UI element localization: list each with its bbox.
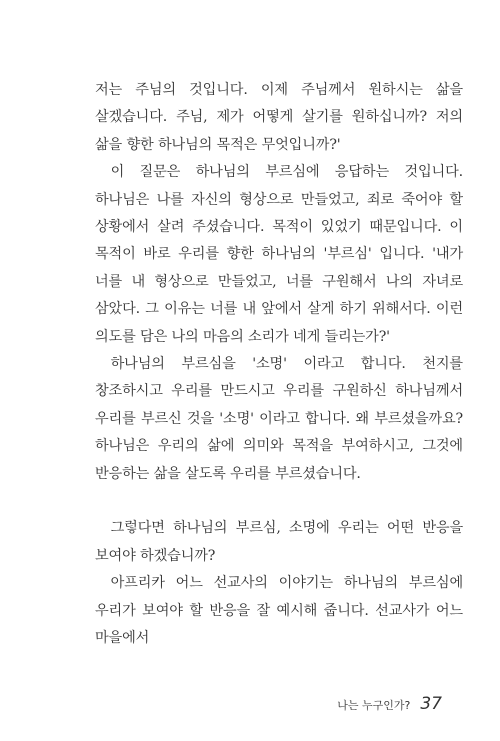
running-title: 나는 누구인가? <box>337 699 411 712</box>
page-footer <box>337 694 442 714</box>
paragraph-gap <box>95 488 463 515</box>
paragraph-vocation: 하나님의 부르심을 '소명' 이라고 합니다. 천지를 창조하시고 우리를 만드시고 우리를 구원하신 하나님께서 우리를 부르신 것을 '소명' 이라고 합니다. 왜 부르셨을까요? 하나님은 우리의 삶에 의미와 목적을 부여하시고, 그것에 반응하는 삶을 살도록 우리를 부르셨습니다. <box>95 356 463 482</box>
paragraph-response-question: 그렇다면 하나님의 부르심, 소명에 우리는 어떤 반응을 보여야 하겠습니까? <box>95 520 463 564</box>
paragraph-missionary-story: 아프리카 어느 선교사의 이야기는 하나님의 부르심에 우리가 보여야 할 반응을 잘 예시해 줍니다. 선교사가 어느 마을에서 <box>95 575 463 647</box>
body-text <box>95 77 463 653</box>
page-number: 37 <box>420 694 442 714</box>
paragraph-continued: 저는 주님의 것입니다. 이제 주님께서 원하시는 삶을 살겠습니다. 주님, 제가 어떻게 살기를 원하십니까? 저의 삶을 향한 하나님의 목적은 무엇입니까?' <box>95 82 463 153</box>
paragraph-calling-question: 이 질문은 하나님의 부르심에 응답하는 것입니다. 하나님은 나를 자신의 형상으로 만들었고, 죄로 죽어야 할 상황에서 살려 주셨습니다. 목적이 있었기 때문입니다. 이 목적이 바로 우리를 향한 하나님의 '부르심' 입니다. '내가 너를 내 형상으로 만들었고, 너를 구원해서 나의 자녀로 삼았다. 그 이유는 너를 내 앞에서 살게 하기 위해서다. 이런 의도를 담은 나의 마음의 소리가 네게 들리는가?' <box>95 164 463 345</box>
